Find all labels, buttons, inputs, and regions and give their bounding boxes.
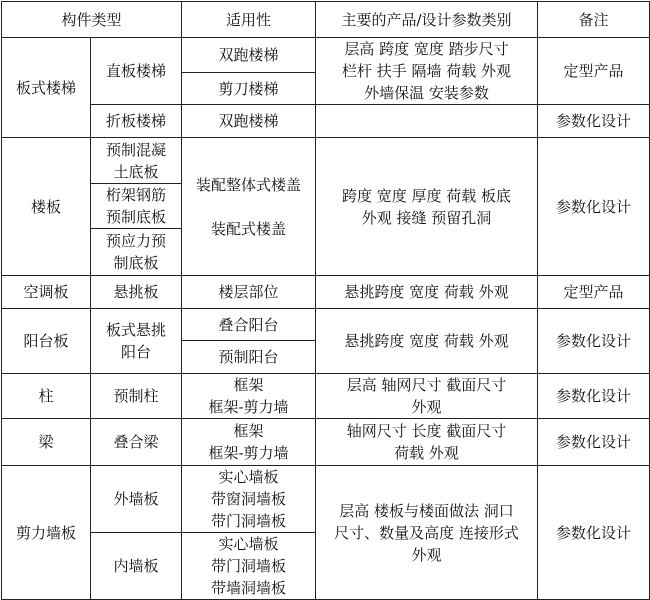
note-cell: 参数化设计 — [538, 105, 650, 138]
params-cell: 轴网尺寸 长度 截面尺寸 荷载 外观 — [316, 419, 538, 466]
type-cell: 预应力预 制底板 — [91, 229, 182, 276]
table-row — [2, 309, 650, 341]
note-cell: 定型产品 — [538, 38, 650, 105]
type-cell: 悬挑板 — [91, 276, 182, 309]
params-cell: 层高 跨度 宽度 踏步尺寸 栏杆 扶手 隔墙 荷载 外观 外墙保温 安装参数 — [316, 38, 538, 105]
applicability-cell: 实心墙板 带窗洞墙板 带门洞墙板 — [182, 466, 316, 533]
table-row — [2, 419, 650, 466]
note-cell: 参数化设计 — [538, 419, 650, 466]
applicability-line: 装配式楼盖 — [211, 219, 287, 238]
applicability-cell: 双跑楼梯 — [182, 38, 316, 73]
table-header-row — [2, 2, 650, 38]
note-cell: 参数化设计 — [538, 466, 650, 600]
type-cell: 内墙板 — [91, 533, 182, 600]
params-cell: 悬挑跨度 宽度 荷载 外观 — [316, 276, 538, 309]
applicability-cell: 叠合阳台 — [182, 309, 316, 341]
applicability-cell: 实心墙板 带门洞墙板 带墙洞墙板 — [182, 533, 316, 600]
applicability-cell: 剪刀楼梯 — [182, 73, 316, 105]
note-cell: 参数化设计 — [538, 309, 650, 374]
note-cell: 参数化设计 — [538, 138, 650, 276]
note-cell: 参数化设计 — [538, 374, 650, 419]
applicability-cell: 预制阳台 — [182, 341, 316, 374]
params-cell: 悬挑跨度 宽度 荷载 外观 — [316, 309, 538, 374]
category-cell: 阳台板 — [2, 309, 91, 374]
applicability-cell: 框架 框架-剪力墙 — [182, 419, 316, 466]
type-cell: 折板楼梯 — [91, 105, 182, 138]
category-cell: 板式楼梯 — [2, 38, 91, 138]
table-row — [2, 38, 650, 73]
category-cell: 楼板 — [2, 138, 91, 276]
applicability-spacer — [184, 196, 313, 218]
table-row — [2, 105, 650, 138]
category-cell: 梁 — [2, 419, 91, 466]
params-cell: 跨度 宽度 厚度 荷载 板底 外观 接缝 预留孔洞 — [316, 138, 538, 276]
category-cell: 柱 — [2, 374, 91, 419]
params-cell-empty — [316, 105, 538, 138]
table-row — [2, 374, 650, 419]
header-component-type: 构件类型 — [2, 2, 182, 38]
type-cell: 桁架钢筋 预制底板 — [91, 184, 182, 229]
header-notes: 备注 — [538, 2, 650, 38]
table-row — [2, 138, 650, 184]
category-cell: 空调板 — [2, 276, 91, 309]
type-cell: 直板楼梯 — [91, 38, 182, 105]
applicability-cell: 双跑楼梯 — [182, 105, 316, 138]
type-cell: 叠合梁 — [91, 419, 182, 466]
params-cell: 层高 楼板与楼面做法 洞口 尺寸、数量及高度 连接形式 外观 — [316, 466, 538, 600]
table-row — [2, 466, 650, 533]
type-cell: 预制混凝 土底板 — [91, 138, 182, 184]
type-cell: 预制柱 — [91, 374, 182, 419]
applicability-cell: 框架 框架-剪力墙 — [182, 374, 316, 419]
applicability-cell — [182, 138, 316, 276]
table-row — [2, 276, 650, 309]
header-applicability: 适用性 — [182, 2, 316, 38]
type-cell: 板式悬挑 阳台 — [91, 309, 182, 374]
component-spec-table — [1, 1, 650, 600]
category-cell: 剪力墙板 — [2, 466, 91, 600]
applicability-cell: 楼层部位 — [182, 276, 316, 309]
note-cell: 定型产品 — [538, 276, 650, 309]
type-cell: 外墙板 — [91, 466, 182, 533]
params-cell: 层高 轴网尺寸 截面尺寸 外观 — [316, 374, 538, 419]
header-params: 主要的产品/设计参数类别 — [316, 2, 538, 38]
applicability-line: 装配整体式楼盖 — [196, 175, 302, 194]
